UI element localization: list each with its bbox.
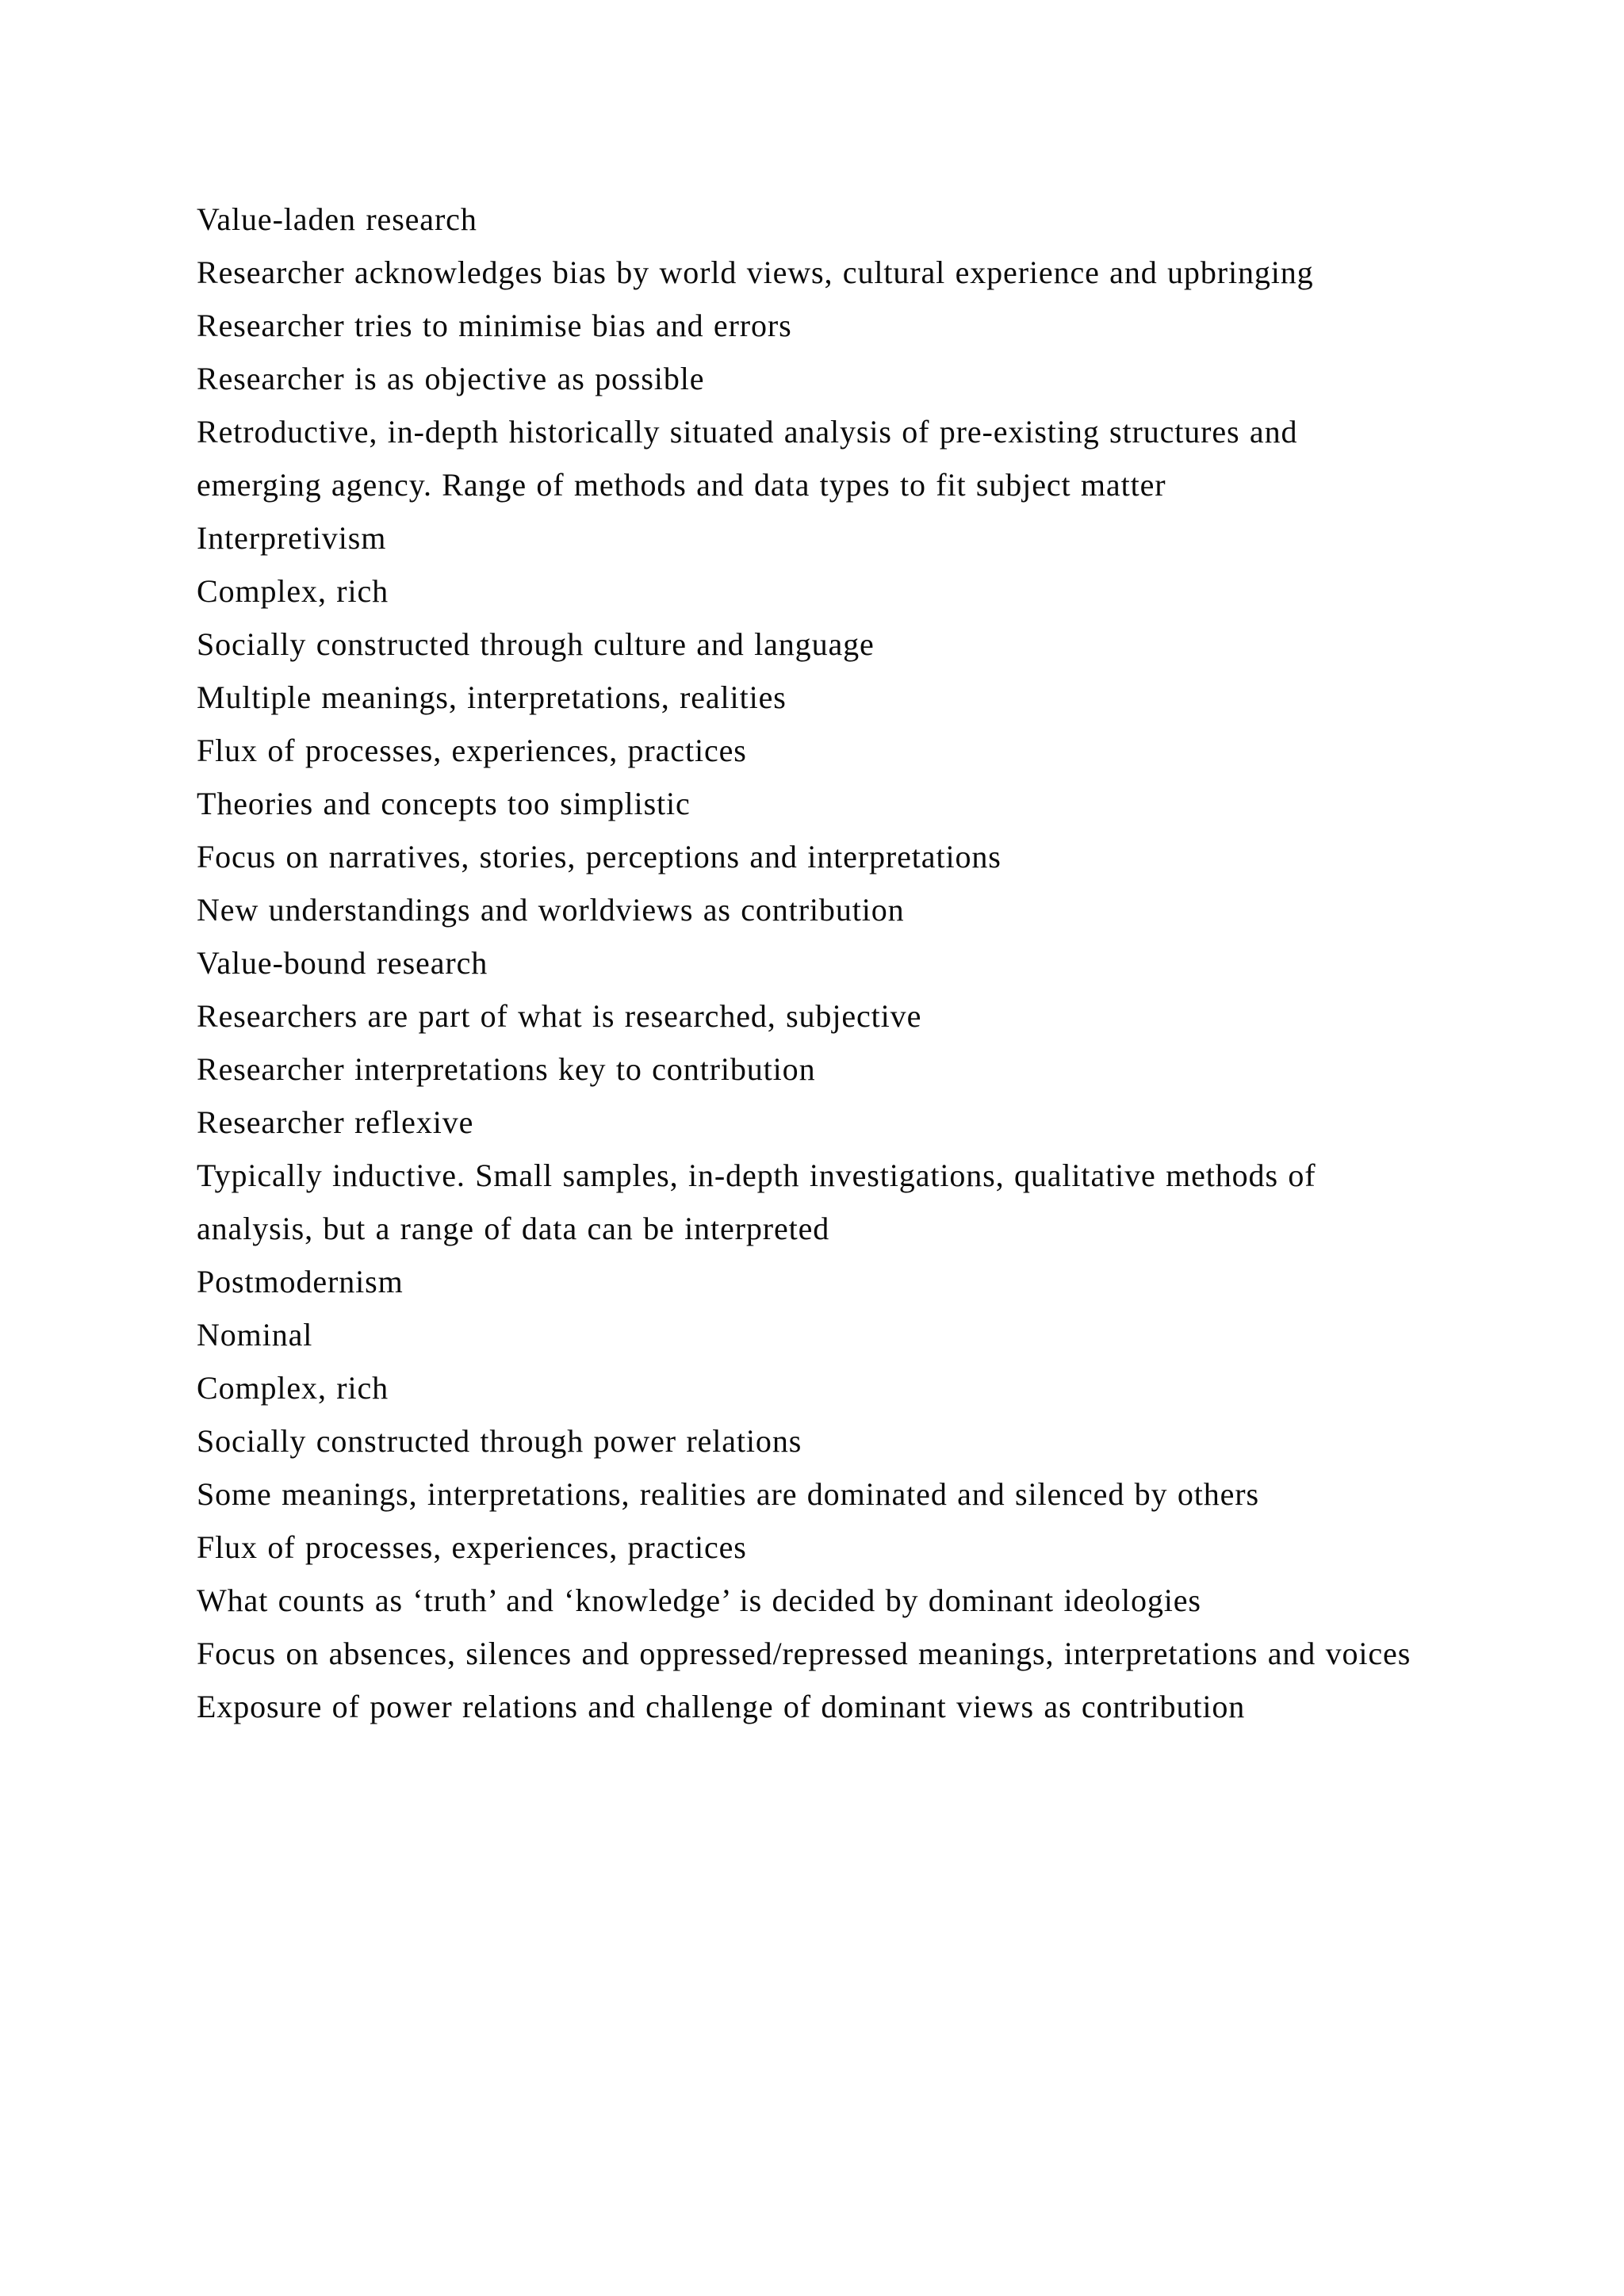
text-line: Typically inductive. Small samples, in-depth investigations, qualitative methods of analysis, but a range of data can be interpreted: [197, 1158, 1316, 1246]
body-text-block: [197, 193, 1422, 1733]
text-line: Socially constructed through culture and language: [197, 626, 875, 662]
text-line: Some meanings, interpretations, realities are dominated and silenced by others: [197, 1476, 1259, 1512]
text-line: New understandings and worldviews as contribution: [197, 892, 905, 928]
text-line: What counts as ‘truth’ and ‘knowledge’ is decided by dominant ideologies: [197, 1582, 1201, 1618]
text-line: Value-bound research: [197, 945, 488, 981]
text-line: Complex, rich: [197, 573, 389, 609]
text-line: Nominal: [197, 1317, 313, 1353]
text-line: Focus on narratives, stories, perceptions and interpretations: [197, 839, 1002, 874]
text-line: Researchers are part of what is researched, subjective: [197, 998, 922, 1034]
text-line: Exposure of power relations and challenge of dominant views as contribution: [197, 1689, 1246, 1724]
text-line: Researcher interpretations key to contribution: [197, 1051, 816, 1087]
text-line: Value-laden research: [197, 201, 477, 237]
text-line: Retroductive, in-depth historically situated analysis of pre-existing structures and emerging agency. Range of methods and data types to fit subject matter: [197, 414, 1298, 503]
text-line: Socially constructed through power relations: [197, 1423, 802, 1459]
text-line: Focus on absences, silences and oppressed/repressed meanings, interpretations and voices: [197, 1636, 1411, 1671]
text-line: Multiple meanings, interpretations, realities: [197, 679, 787, 715]
text-line: Researcher tries to minimise bias and errors: [197, 308, 792, 343]
text-line: Postmodernism: [197, 1264, 404, 1299]
text-line: Flux of processes, experiences, practices: [197, 733, 747, 768]
text-line: Interpretivism: [197, 520, 387, 556]
text-line: Researcher is as objective as possible: [197, 361, 705, 396]
text-line: Complex, rich: [197, 1370, 389, 1406]
text-line: Researcher acknowledges bias by world views, cultural experience and upbringing: [197, 254, 1314, 290]
text-line: Theories and concepts too simplistic: [197, 786, 691, 821]
text-line: Researcher reflexive: [197, 1104, 474, 1140]
text-line: Flux of processes, experiences, practices: [197, 1529, 747, 1565]
